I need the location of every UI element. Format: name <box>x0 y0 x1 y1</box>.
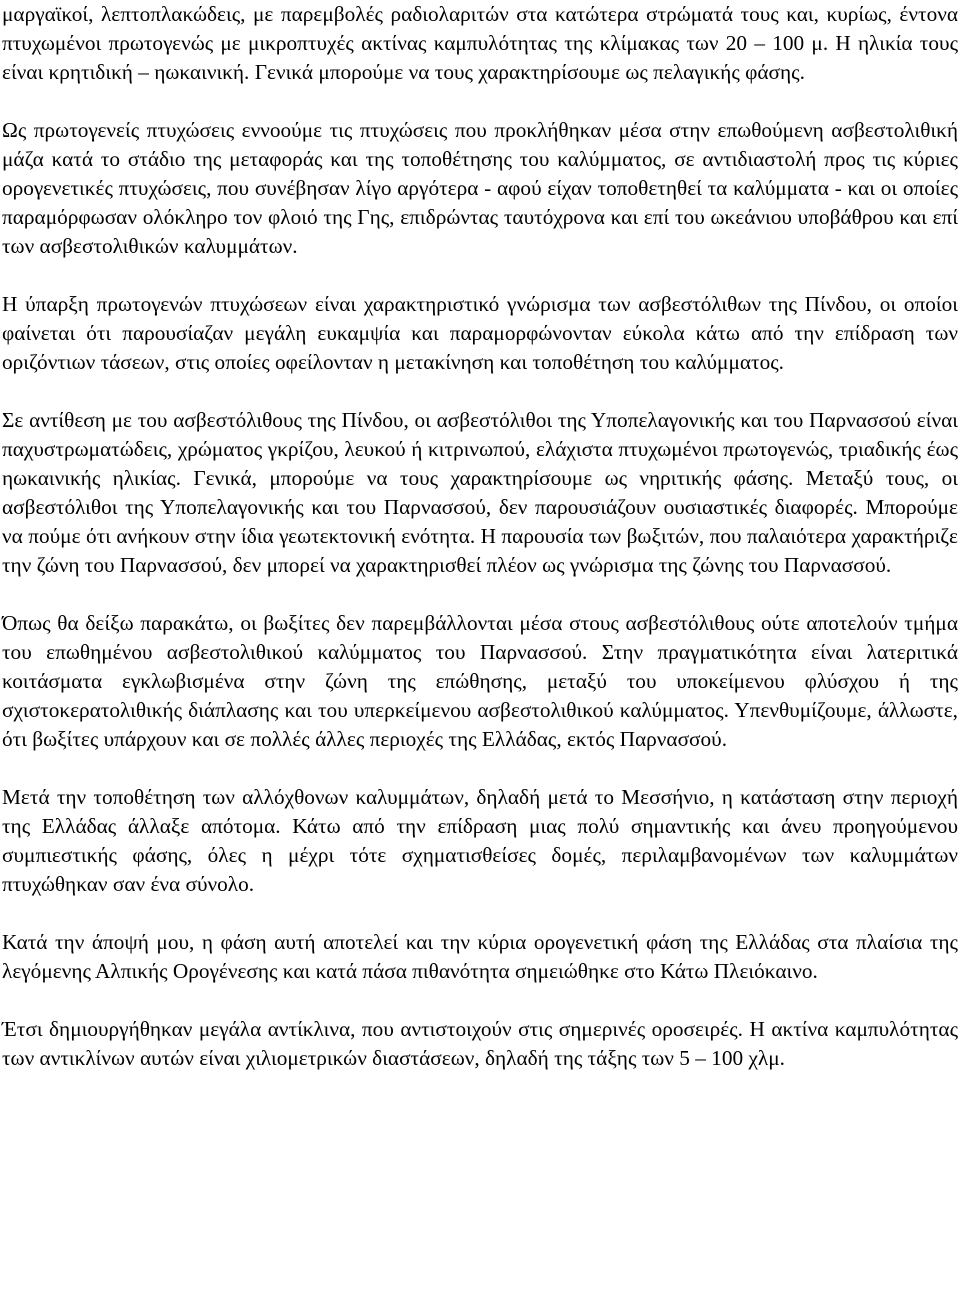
paragraph-2: Ως πρωτογενείς πτυχώσεις εννοούμε τις πτυχώσεις που προκλήθηκαν μέσα στην επωθούμενη ασβεστολιθική μάζα κατά το στάδιο της μεταφοράς και της τοποθέτησης του καλύμματος, σε αντιδιαστολή προς τις κύριες ορογενετικές πτυχώσεις, που συνέβησαν λίγο αργότερα - αφού είχαν τοποθετηθεί τα καλύμματα - και οι οποίες παραμόρφωσαν ολόκληρο τον φλοιό της Γης, επιδρώντας ταυτόχρονα και επί του ωκεάνιου υποβάθρου και επί των ασβεστολιθικών καλυμμάτων. <box>2 118 958 258</box>
paragraph-6: Μετά την τοποθέτηση των αλλόχθονων καλυμμάτων, δηλαδή μετά το Μεσσήνιο, η κατάσταση στην περιοχή της Ελλάδας άλλαξε απότομα. Κάτω από την επίδραση μιας πολύ σημαντικής και άνευ προηγούμενου συμπιεστικής φάσης, όλες η μέχρι τότε σχηματισθείσες δομές, περιλαμβανομένων των καλυμμάτων πτυχώθηκαν σαν ένα σύνολο. <box>2 785 958 896</box>
paragraph-8: Έτσι δημιουργήθηκαν μεγάλα αντίκλινα, που αντιστοιχούν στις σημερινές οροσειρές. Η ακτίνα καμπυλότητας των αντικλίνων αυτών είναι χιλιομετρικών διαστάσεων, δηλαδή της τάξης των 5 – 100 χλμ. <box>2 1017 958 1070</box>
paragraph-5: Όπως θα δείξω παρακάτω, οι βωξίτες δεν παρεμβάλλονται μέσα στους ασβεστόλιθους ούτε αποτελούν τμήμα του επωθημένου ασβεστολιθικού καλύμματος του Παρνασσού. Στην πραγματικότητα είναι λατεριτικά κοιτάσματα εγκλωβισμένα στην ζώνη της επώθησης, μεταξύ του υποκείμενου φλύσχου ή της σχιστοκερατολιθικής διάπλασης και του υπερκείμενου ασβεστολιθικού καλύμματος. Υπενθυμίζουμε, άλλωστε, ότι βωξίτες υπάρχουν και σε πολλές άλλες περιοχές της Ελλάδας, εκτός Παρνασσού. <box>2 611 958 751</box>
paragraph-1: μαργαϊκοί, λεπτοπλακώδεις, με παρεμβολές ραδιολαριτών στα κατώτερα στρώματά τους και, κυρίως, έντονα πτυχωμένοι πρωτογενώς με μικροπτυχές ακτίνας καμπυλότητας της κλίμακας των 20 – 100 μ. Η ηλικία τους είναι κρητιδική – ηωκαινική. Γενικά μπορούμε να τους χαρακτηρίσουμε ως πελαγικής φάσης. <box>2 2 958 84</box>
paragraph-7: Κατά την άποψή μου, η φάση αυτή αποτελεί και την κύρια ορογενετική φάση της Ελλάδας στα πλαίσια της λεγόμενης Αλπικής Ορογένεσης και κατά πάσα πιθανότητα σημειώθηκε στο Κάτω Πλειόκαινο. <box>2 930 958 983</box>
paragraph-4: Σε αντίθεση με του ασβεστόλιθους της Πίνδου, οι ασβεστόλιθοι της Υποπελαγονικής και του Παρνασσού είναι παχυστρωματώδεις, χρώματος γκρίζου, λευκού ή κιτρινωπού, ελάχιστα πτυχωμένοι πρωτογενώς, τριαδικής έως ηωκαινικής ηλικίας. Γενικά, μπορούμε να τους χαρακτηρίσουμε ως νηριτικής φάσης. Μεταξύ τους, οι ασβεστόλιθοι της Υποπελαγονικής και του Παρνασσού, δεν παρουσιάζουν ουσιαστικές διαφορές. Μπορούμε να πούμε ότι ανήκουν στην ίδια γεωτεκτονική ενότητα. Η παρουσία των βωξιτών, που παλαιότερα χαρακτήριζε την ζώνη του Παρνασσού, δεν μπορεί να χαρακτηρισθεί πλέον ως γνώρισμα της ζώνης του Παρνασσού. <box>2 408 958 577</box>
paragraph-3: Η ύπαρξη πρωτογενών πτυχώσεων είναι χαρακτηριστικό γνώρισμα των ασβεστόλιθων της Πίνδου, οι οποίοι φαίνεται ότι παρουσίαζαν μεγάλη ευκαμψία και παραμορφώνονταν εύκολα κάτω από την επίδραση των οριζόντιων τάσεων, στις οποίες οφείλονταν η μετακίνηση και τοποθέτηση του καλύμματος. <box>2 292 958 374</box>
